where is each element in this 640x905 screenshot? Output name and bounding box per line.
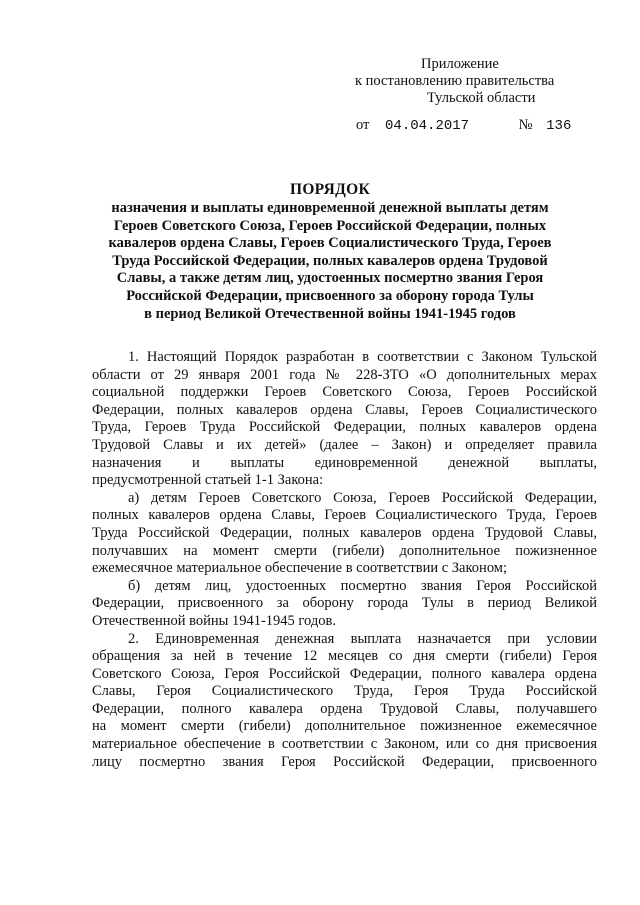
body-line: Отечественной войны 1941-1945 годов. bbox=[92, 612, 336, 629]
body-line: социальной поддержки Героев Советского Союза, Героев Российской bbox=[92, 384, 597, 401]
body-line: Труда, Героев Труда Российской Федерации, полных кавалеров ордена bbox=[92, 419, 597, 436]
body-line: материальное обеспечение в соответствии с Законом, или со дня присвоения bbox=[92, 736, 597, 753]
body-line: назначения и выплаты единовременной денежной выплаты, bbox=[92, 454, 597, 471]
document-title bbox=[90, 180, 570, 323]
document-number: 136 bbox=[546, 118, 572, 134]
body-line: Федерации, присвоенного за оборону города Тулы в период Великой bbox=[92, 595, 597, 612]
body-line: б) детям лиц, удостоенных посмертно звания Героя Российской bbox=[128, 577, 597, 594]
body-line: ежемесячное материальное обеспечение в соответствии с Законом; bbox=[92, 560, 507, 577]
title-line: Российской Федерации, присвоенного за оборону города Тулы bbox=[126, 287, 534, 304]
body-line: полных кавалеров ордена Славы, Героев Социалистического Труда, Героев bbox=[92, 507, 597, 524]
body-line: 1. Настоящий Порядок разработан в соответствии с Законом Тульской bbox=[128, 349, 597, 365]
title-line: Славы, а также детям лиц, удостоенных посмертно звания Героя bbox=[116, 270, 544, 287]
body-line: предусмотренной статьей 1-1 Закона: bbox=[92, 472, 324, 489]
document-body bbox=[92, 349, 597, 771]
appendix-line: Приложение bbox=[421, 56, 499, 72]
date-number-line bbox=[356, 117, 616, 135]
body-line: Труда Российской Федерации, полных кавалеров ордена Трудовой Славы, bbox=[92, 524, 597, 541]
body-line: а) детям Героев Советского Союза, Героев Российской Федерации, bbox=[128, 489, 597, 506]
document-date: 04.04.2017 bbox=[385, 118, 470, 134]
body-line: 2. Единовременная денежная выплата назначается при условии bbox=[128, 630, 597, 647]
body-line: Советского Союза, Героя Российской Федерации, полного кавалера ордена bbox=[92, 665, 597, 682]
body-line: лицу посмертно звания Героя Российской Федерации, присвоенного bbox=[92, 753, 597, 770]
body-line: Славы, Героя Социалистического Труда, Героя Труда Российской bbox=[92, 683, 597, 700]
body-line: получавших на момент смерти (гибели) дополнительное пожизненное bbox=[92, 542, 597, 559]
body-line: на момент смерти (гибели) дополнительное пожизненное ежемесячное bbox=[92, 718, 597, 735]
title-line: назначения и выплаты единовременной денежной выплаты детям bbox=[111, 200, 549, 216]
body-line: области от 29 января 2001 года № 228-ЗТО «О дополнительных мерах bbox=[92, 366, 597, 383]
body-line: Трудовой Славы и их детей» (далее – Закон) и определяет правила bbox=[92, 436, 597, 453]
title-line: кавалеров ордена Славы, Героев Социалистического Труда, Героев bbox=[108, 235, 552, 252]
body-line: Федерации, полного кавалера ордена Трудовой Славы, получавшего bbox=[92, 700, 597, 717]
title-line: в период Великой Отечественной войны 1941-1945 годов bbox=[144, 305, 516, 322]
body-line: обращения за ней в течение 12 месяцев со дня смерти (гибели) Героя bbox=[92, 648, 597, 665]
date-prefix: от bbox=[356, 117, 370, 133]
number-sign: № bbox=[518, 117, 533, 133]
appendix-header bbox=[355, 56, 605, 107]
title-line: Героев Советского Союза, Героев Российской Федерации, полных bbox=[113, 217, 547, 234]
appendix-line: к постановлению правительства bbox=[355, 73, 555, 89]
title-heading: ПОРЯДОК bbox=[289, 181, 371, 198]
title-line: Труда Российской Федерации, полных кавалеров ордена Трудовой bbox=[112, 252, 548, 269]
appendix-line: Тульской области bbox=[427, 90, 536, 106]
body-line: Федерации, полных кавалеров ордена Славы, Героев Социалистического bbox=[92, 401, 597, 418]
